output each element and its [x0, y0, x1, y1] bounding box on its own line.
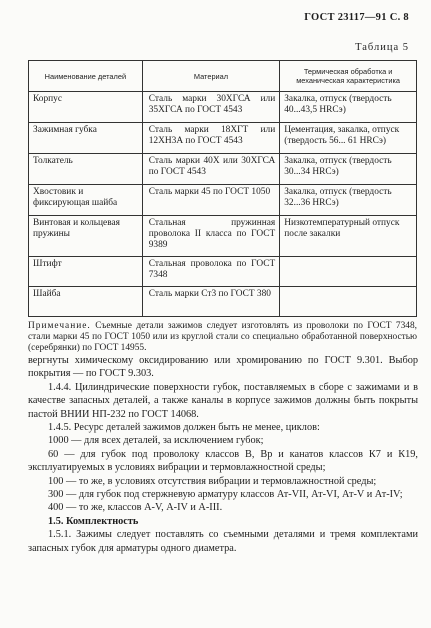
column-header-treatment: Термическая обработка и механическая характеристика — [280, 61, 417, 92]
paragraph: 1000 — для всех деталей, за исключением губок; — [48, 435, 264, 447]
treatment-cell: Цементация, закалка, отпуск (твердость 56... 61 HRCэ) — [280, 123, 417, 154]
treatment-cell: Закалка, отпуск (твердость 30...34 HRCэ) — [280, 154, 417, 185]
table-row — [29, 257, 417, 287]
body-text — [28, 354, 418, 555]
treatment-cell: Низкотемпературный отпуск после закалки — [280, 216, 417, 257]
paragraph: вергнуты химическому оксидированию или хромированию по ГОСТ 9.301. Выбор покрытия — по ГОСТ 9.303. — [28, 355, 418, 380]
paragraph: 100 — то же, в условиях отсутствия вибрации и термовлажностной среды; — [48, 475, 377, 487]
table-caption: Таблица 5 — [355, 42, 409, 53]
material-cell: Сталь марки 18ХГТ или 12ХН3А по ГОСТ 4543 — [142, 123, 280, 154]
paragraph: 400 — то же, классов А-V, А-IV и А-III. — [48, 502, 223, 514]
treatment-cell — [280, 257, 417, 287]
table-row — [29, 123, 417, 154]
part-cell: Зажимная губка — [29, 123, 143, 154]
material-cell: Сталь марки 30ХГСА или 35ХГСА по ГОСТ 4543 — [142, 92, 280, 123]
paragraph: 1.4.4. Цилиндрические поверхности губок, поставляемых в сборе с зажимами и в качестве запасных деталей, а также каналы в корпусе зажимов должны быть покрыты пастой ВНИИ НП-232 по ГОСТ 14068. — [28, 381, 418, 420]
material-cell: Сталь марки 40Х или 30ХГСА по ГОСТ 4543 — [142, 154, 280, 185]
table-row — [29, 154, 417, 185]
part-cell: Корпус — [29, 92, 143, 123]
paragraph: 60 — для губок под проволоку классов В, Вр и канатов классов К7 и К19, эксплуатируемых в условиях вибрации и термовлажностной среды; — [28, 448, 418, 474]
materials-table — [28, 60, 417, 317]
column-header-part: Наименование деталей — [29, 61, 143, 92]
part-cell: Шайба — [29, 287, 143, 317]
section-heading: 1.5. Комплектность — [48, 515, 139, 527]
treatment-cell: Закалка, отпуск (твердость 40...43,5 HRCэ) — [280, 92, 417, 123]
paragraph: 1.4.5. Ресурс деталей зажимов должен быть не менее, циклов: — [48, 422, 320, 434]
table-row — [29, 92, 417, 123]
note-text: Съемные детали зажимов следует изготовлять из проволоки по ГОСТ 7348, стали марки 45 по ГОСТ 1050 или из круглой стали со специально обработанной поверхностью (серебрянки) по ГОСТ 14955. — [28, 321, 417, 354]
material-cell: Стальная проволока по ГОСТ 7348 — [142, 257, 280, 287]
part-cell: Толкатель — [29, 154, 143, 185]
table-row — [29, 185, 417, 216]
paragraph: 1.5.1. Зажимы следует поставлять со съемными деталями и тремя комплектами запасных губок для арматуры одного диаметра. — [28, 529, 418, 554]
note-label: Примечание. — [28, 321, 91, 331]
material-cell: Стальная пружинная проволока II класса по ГОСТ 9389 — [142, 216, 280, 257]
table-row — [29, 287, 417, 317]
part-cell: Винтовая и кольцевая пружины — [29, 216, 143, 257]
table-header-row — [29, 61, 417, 92]
treatment-cell: Закалка, отпуск (твердость 32...36 HRCэ) — [280, 185, 417, 216]
material-cell: Сталь марки 45 по ГОСТ 1050 — [142, 185, 280, 216]
paragraph: 300 — для губок под стержневую арматуру классов Ат-VII, Ат-VI, Ат-V и Ат-IV; — [48, 489, 403, 501]
treatment-cell — [280, 287, 417, 317]
page-header: ГОСТ 23117—91 С. 8 — [304, 12, 409, 23]
table-row — [29, 216, 417, 257]
part-cell: Хвостовик и фиксирующая шайба — [29, 185, 143, 216]
column-header-material: Материал — [142, 61, 280, 92]
part-cell: Штифт — [29, 257, 143, 287]
table-note — [28, 321, 417, 355]
material-cell: Сталь марки Ст3 по ГОСТ 380 — [142, 287, 280, 317]
